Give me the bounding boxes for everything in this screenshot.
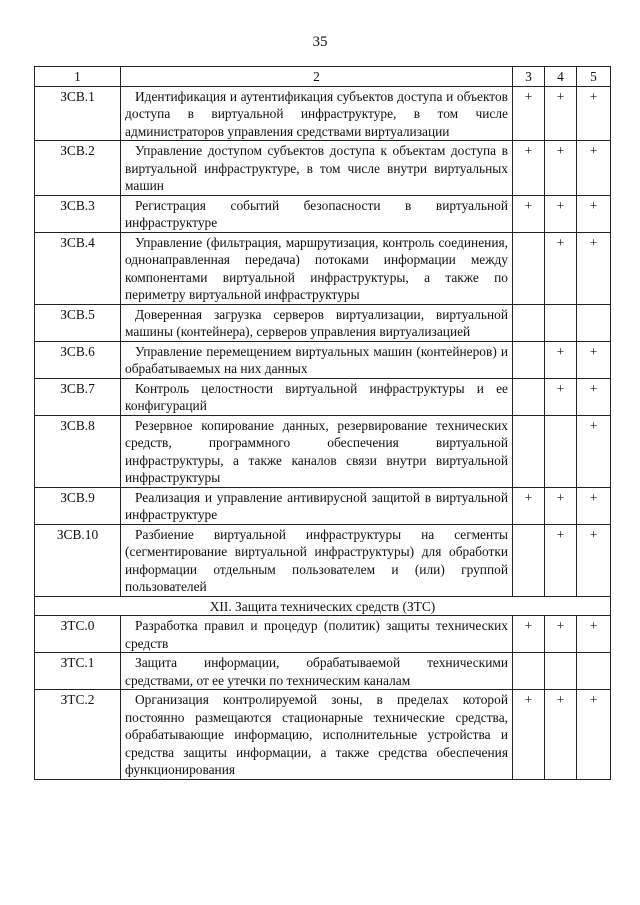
measure-code: ЗСВ.2: [35, 141, 121, 196]
mark-col-4: [545, 415, 577, 487]
mark-col-4: +: [545, 690, 577, 780]
table-row: [35, 341, 611, 378]
measure-text: Регистрация событий безопасности в виртуальной инфраструктуре: [121, 195, 513, 232]
table-row: [35, 487, 611, 524]
column-header-4: 4: [545, 67, 577, 87]
table-row: [35, 415, 611, 487]
mark-col-5: [577, 304, 611, 341]
table-row: [35, 653, 611, 690]
section-title: XII. Защита технических средств (ЗТС): [35, 596, 611, 616]
mark-col-4: +: [545, 616, 577, 653]
measure-text: Защита информации, обрабатываемой техническими средствами, от ее утечки по техническим каналам: [121, 653, 513, 690]
mark-col-5: +: [577, 341, 611, 378]
measure-text: Разработка правил и процедур (политик) защиты технических средств: [121, 616, 513, 653]
mark-col-3: [513, 378, 545, 415]
mark-col-4: +: [545, 141, 577, 196]
mark-col-3: +: [513, 195, 545, 232]
mark-col-4: +: [545, 524, 577, 596]
mark-col-5: +: [577, 378, 611, 415]
mark-col-5: [577, 653, 611, 690]
table-row: [35, 524, 611, 596]
mark-col-4: +: [545, 341, 577, 378]
table-row: [35, 304, 611, 341]
mark-col-5: +: [577, 487, 611, 524]
measure-code: ЗСВ.9: [35, 487, 121, 524]
column-header-3: 3: [513, 67, 545, 87]
table-row: [35, 232, 611, 304]
mark-col-3: +: [513, 487, 545, 524]
table-row: [35, 616, 611, 653]
measure-text: Контроль целостности виртуальной инфраструктуры и ее конфигураций: [121, 378, 513, 415]
measure-text: Доверенная загрузка серверов виртуализации, виртуальной машины (контейнера), серверов управления виртуализацией: [121, 304, 513, 341]
mark-col-5: +: [577, 415, 611, 487]
measure-code: ЗТС.0: [35, 616, 121, 653]
measure-code: ЗТС.1: [35, 653, 121, 690]
mark-col-3: [513, 524, 545, 596]
measure-text: Реализация и управление антивирусной защитой в виртуальной инфраструктуре: [121, 487, 513, 524]
measure-code: ЗСВ.3: [35, 195, 121, 232]
mark-col-3: [513, 415, 545, 487]
mark-col-4: [545, 653, 577, 690]
mark-col-4: +: [545, 195, 577, 232]
table-row: [35, 141, 611, 196]
mark-col-3: [513, 232, 545, 304]
mark-col-3: [513, 653, 545, 690]
measure-code: ЗСВ.6: [35, 341, 121, 378]
measure-text: Организация контролируемой зоны, в пределах которой постоянно размещаются стационарные технические средства, обрабатывающие информацию, исполнительные устройства и средства защиты информации, а также средства обеспечения функционирования: [121, 690, 513, 780]
mark-col-3: +: [513, 616, 545, 653]
measure-text: Управление перемещением виртуальных машин (контейнеров) и обрабатываемых на них данных: [121, 341, 513, 378]
mark-col-5: +: [577, 232, 611, 304]
column-header-5: 5: [577, 67, 611, 87]
measure-code: ЗСВ.4: [35, 232, 121, 304]
measures-table: [34, 66, 611, 780]
mark-col-3: +: [513, 141, 545, 196]
table-row: [35, 195, 611, 232]
mark-col-5: +: [577, 195, 611, 232]
mark-col-3: +: [513, 86, 545, 141]
mark-col-4: +: [545, 232, 577, 304]
measure-code: ЗТС.2: [35, 690, 121, 780]
mark-col-4: +: [545, 86, 577, 141]
column-header-1: 1: [35, 67, 121, 87]
table-row: [35, 86, 611, 141]
page-number: 35: [312, 34, 328, 50]
measure-code: ЗСВ.10: [35, 524, 121, 596]
measure-text: Управление (фильтрация, маршрутизация, контроль соединения, однонаправленная передача) потоками информации между компонентами виртуальной инфраструктуры, а также по периметру виртуальной инфраструктуры: [121, 232, 513, 304]
measure-code: ЗСВ.1: [35, 86, 121, 141]
section-heading-row: [35, 596, 611, 616]
mark-col-4: +: [545, 487, 577, 524]
table-row: [35, 690, 611, 780]
mark-col-5: +: [577, 690, 611, 780]
measure-text: Резервное копирование данных, резервирование технических средств, программного обеспечения виртуальной инфраструктуры, а также каналов связи внутри виртуальной инфраструктуры: [121, 415, 513, 487]
mark-col-3: +: [513, 690, 545, 780]
mark-col-5: +: [577, 141, 611, 196]
mark-col-3: [513, 341, 545, 378]
table-header-row: [35, 67, 611, 87]
column-header-2: 2: [121, 67, 513, 87]
mark-col-4: [545, 304, 577, 341]
mark-col-3: [513, 304, 545, 341]
measure-code: ЗСВ.8: [35, 415, 121, 487]
mark-col-5: +: [577, 524, 611, 596]
measure-text: Управление доступом субъектов доступа к объектам доступа в виртуальной инфраструктуре, в том числе внутри виртуальных машин: [121, 141, 513, 196]
mark-col-4: +: [545, 378, 577, 415]
table-row: [35, 378, 611, 415]
mark-col-5: +: [577, 86, 611, 141]
mark-col-5: +: [577, 616, 611, 653]
measure-code: ЗСВ.7: [35, 378, 121, 415]
measure-text: Идентификация и аутентификация субъектов доступа и объектов доступа в виртуальной инфраструктуре, в том числе администраторов управления средствами виртуализации: [121, 86, 513, 141]
measure-code: ЗСВ.5: [35, 304, 121, 341]
measure-text: Разбиение виртуальной инфраструктуры на сегменты (сегментирование виртуальной инфраструктуры) для обработки информации отдельным пользователем и (или) группой пользователей: [121, 524, 513, 596]
